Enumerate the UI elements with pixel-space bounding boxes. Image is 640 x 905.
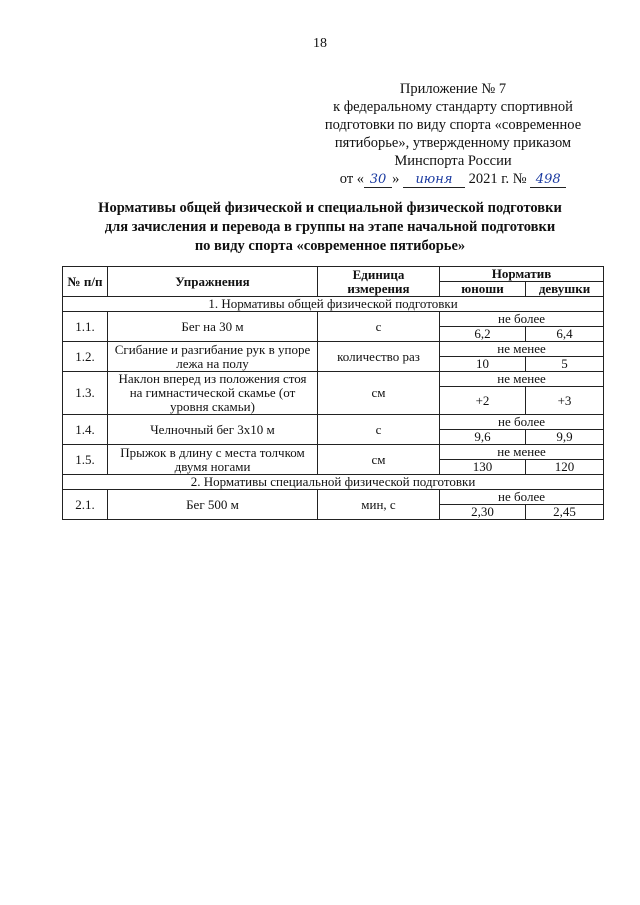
section-row xyxy=(63,475,604,490)
table-row xyxy=(63,312,604,327)
appendix-line: подготовки по виду спорта «современное xyxy=(324,117,582,133)
row-girls-value: 120 xyxy=(526,460,604,475)
appendix-title: Приложение № 7 xyxy=(399,81,507,97)
row-num: 1.3. xyxy=(63,372,108,415)
header-norm: Норматив xyxy=(440,267,604,282)
header-unit: Единица измерения xyxy=(318,267,440,297)
row-unit: мин, с xyxy=(318,490,440,520)
appendix-line: пятиборье», утвержденному приказом xyxy=(334,135,572,151)
row-boys-value: 2,30 xyxy=(440,505,526,520)
row-unit: см xyxy=(318,445,440,475)
header-num: № п/п xyxy=(63,267,108,297)
row-num: 1.2. xyxy=(63,342,108,372)
table-row xyxy=(63,445,604,460)
table-header-row xyxy=(63,267,604,282)
section-title: 1. Нормативы общей физической подготовки xyxy=(63,297,604,312)
row-girls-value: 2,45 xyxy=(526,505,604,520)
header-exercise: Упражнения xyxy=(108,267,318,297)
row-exercise: Наклон вперед из положения стоя на гимнастической скамье (от уровня скамьи) xyxy=(108,372,318,415)
date-day-handwritten: 30 xyxy=(364,173,392,188)
row-qualifier: не менее xyxy=(440,372,604,387)
row-unit: с xyxy=(318,312,440,342)
date-prefix: от « xyxy=(339,171,365,187)
row-exercise: Челночный бег 3х10 м xyxy=(108,415,318,445)
row-num: 1.5. xyxy=(63,445,108,475)
order-number-handwritten: 498 xyxy=(530,173,566,188)
row-girls-value: 6,4 xyxy=(526,327,604,342)
title-line: по виду спорта «современное пятиборье» xyxy=(194,238,466,254)
title-line: для зачисления и перевода в группы на этапе начальной подготовки xyxy=(104,219,556,235)
row-qualifier: не менее xyxy=(440,342,604,357)
title-line: Нормативы общей физической и специальной физической подготовки xyxy=(98,200,562,216)
date-year: 2021 г. № xyxy=(468,171,527,187)
row-num: 2.1. xyxy=(63,490,108,520)
section-row xyxy=(63,297,604,312)
row-qualifier: не более xyxy=(440,490,604,505)
row-qualifier: не более xyxy=(440,415,604,430)
row-qualifier: не более xyxy=(440,312,604,327)
appendix-block xyxy=(318,80,588,188)
row-exercise: Бег на 30 м xyxy=(108,312,318,342)
appendix-line: к федеральному стандарту спортивной xyxy=(333,99,573,115)
appendix-date-line xyxy=(318,170,588,188)
row-num: 1.4. xyxy=(63,415,108,445)
row-girls-value: 9,9 xyxy=(526,430,604,445)
section-title: 2. Нормативы специальной физической подготовки xyxy=(63,475,604,490)
row-num: 1.1. xyxy=(63,312,108,342)
row-boys-value: 10 xyxy=(440,357,526,372)
row-unit: см xyxy=(318,372,440,415)
header-girls: девушки xyxy=(526,282,604,297)
row-exercise: Сгибание и разгибание рук в упоре лежа на полу xyxy=(108,342,318,372)
appendix-line: Минспорта России xyxy=(394,153,512,169)
header-boys: юноши xyxy=(440,282,526,297)
date-month-handwritten: июня xyxy=(403,173,465,188)
row-boys-value: 9,6 xyxy=(440,430,526,445)
row-exercise: Прыжок в длину с места толчком двумя ногами xyxy=(108,445,318,475)
row-boys-value: 6,2 xyxy=(440,327,526,342)
row-exercise: Бег 500 м xyxy=(108,490,318,520)
date-mid: » xyxy=(392,171,400,187)
row-unit: количество раз xyxy=(318,342,440,372)
row-girls-value: 5 xyxy=(526,357,604,372)
document-title xyxy=(70,199,590,256)
row-unit: с xyxy=(318,415,440,445)
row-qualifier: не менее xyxy=(440,445,604,460)
row-girls-value: +3 xyxy=(526,387,604,415)
table-row xyxy=(63,372,604,387)
table-row xyxy=(63,342,604,357)
norms-table xyxy=(62,266,604,520)
row-boys-value: 130 xyxy=(440,460,526,475)
row-boys-value: +2 xyxy=(440,387,526,415)
table-row xyxy=(63,415,604,430)
page-number: 18 xyxy=(313,36,327,51)
table-row xyxy=(63,490,604,505)
